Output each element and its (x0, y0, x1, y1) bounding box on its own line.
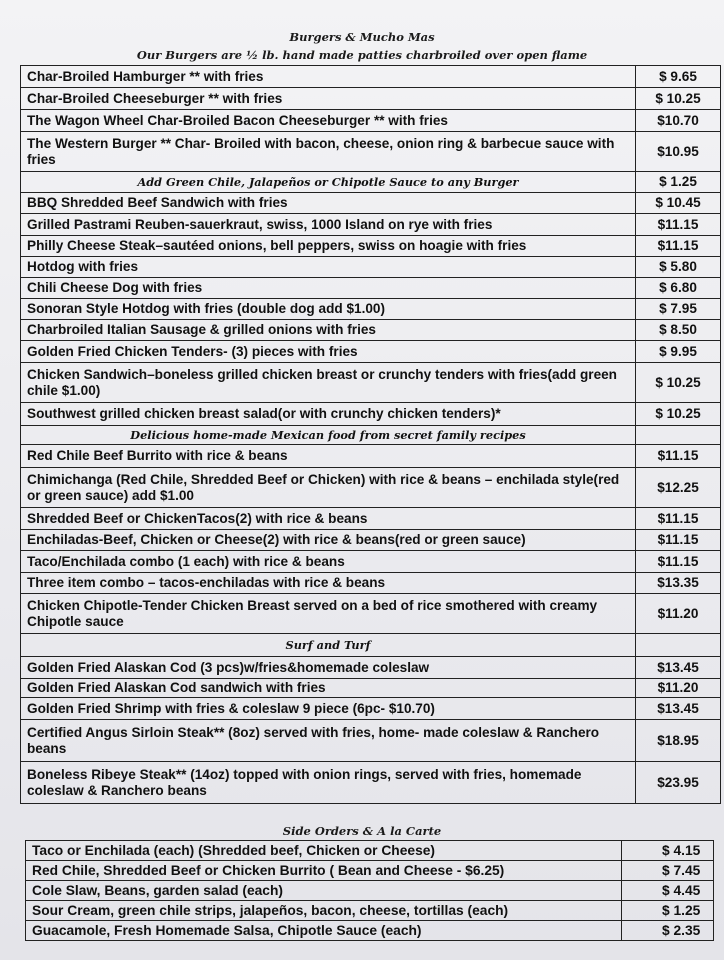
item-price: $11.15 (636, 530, 721, 551)
item-price: $11.15 (636, 236, 721, 257)
item-name: Guacamole, Fresh Homemade Salsa, Chipotle Sauce (each) (26, 921, 622, 941)
item-price: $11.15 (636, 445, 721, 468)
item-price: $ 9.95 (636, 341, 721, 363)
item-name: Golden Fried Alaskan Cod (3 pcs)w/fries&homemade coleslaw (21, 657, 636, 679)
item-name: Three item combo – tacos-enchiladas with rice & beans (21, 573, 636, 594)
menu-row (21, 698, 721, 720)
item-price: $ 5.80 (636, 257, 721, 278)
item-price: $13.45 (636, 698, 721, 720)
item-price: $ 10.45 (636, 193, 721, 214)
addon-label: Add Green Chile, Jalapeños or Chipotle Sauce to any Burger (21, 172, 636, 193)
item-price: $12.25 (636, 468, 721, 508)
item-price: $ 7.45 (622, 861, 714, 881)
menu-row (21, 193, 721, 214)
main-menu-table (20, 65, 721, 804)
item-name: Red Chile Beef Burrito with rice & beans (21, 445, 636, 468)
menu-row (21, 132, 721, 172)
menu-row (21, 445, 721, 468)
item-price: $ 6.80 (636, 278, 721, 299)
item-price: $10.95 (636, 132, 721, 172)
menu-row (21, 468, 721, 508)
item-name: Charbroiled Italian Sausage & grilled onions with fries (21, 320, 636, 341)
menu-row (21, 110, 721, 132)
item-name: Chicken Chipotle-Tender Chicken Breast served on a bed of rice smothered with creamy Chipotle sauce (21, 594, 636, 634)
menu-row (21, 551, 721, 573)
side-row (26, 921, 714, 941)
item-name: Certified Angus Sirloin Steak** (8oz) served with fries, home- made coleslaw & Ranchero beans (21, 720, 636, 762)
menu-row (21, 573, 721, 594)
addon-row (21, 172, 721, 193)
section-heading-mexican: Delicious home-made Mexican food from secret family recipes (21, 426, 636, 445)
section-heading-row (21, 634, 721, 657)
side-row (26, 901, 714, 921)
item-price: $18.95 (636, 720, 721, 762)
item-price: $ 2.35 (622, 921, 714, 941)
item-price: $ 10.25 (636, 403, 721, 426)
item-name: Golden Fried Alaskan Cod sandwich with fries (21, 679, 636, 698)
menu-row (21, 363, 721, 403)
item-name: Chimichanga (Red Chile, Shredded Beef or Chicken) with rice & beans – enchilada style(red or green sauce) add $1.00 (21, 468, 636, 508)
menu-row (21, 594, 721, 634)
item-price: $11.20 (636, 679, 721, 698)
sides-table (25, 840, 714, 941)
item-name: BBQ Shredded Beef Sandwich with fries (21, 193, 636, 214)
menu-row (21, 530, 721, 551)
section-heading-row (21, 426, 721, 445)
menu-row (21, 278, 721, 299)
item-name: Taco/Enchilada combo (1 each) with rice & beans (21, 551, 636, 573)
item-price: $ 7.95 (636, 299, 721, 320)
item-price: $ 10.25 (636, 88, 721, 110)
item-price: $ 9.65 (636, 66, 721, 88)
item-price: $11.15 (636, 508, 721, 530)
item-name: Red Chile, Shredded Beef or Chicken Burrito ( Bean and Cheese - $6.25) (26, 861, 622, 881)
item-name: Chili Cheese Dog with fries (21, 278, 636, 299)
menu-row (21, 657, 721, 679)
item-name: Boneless Ribeye Steak** (14oz) topped with onion rings, served with fries, homemade coleslaw & Ranchero beans (21, 762, 636, 804)
item-name: Enchiladas-Beef, Chicken or Cheese(2) with rice & beans(red or green sauce) (21, 530, 636, 551)
item-name: Golden Fried Shrimp with fries & coleslaw 9 piece (6pc- $10.70) (21, 698, 636, 720)
addon-price: $ 1.25 (636, 172, 721, 193)
menu-row (21, 762, 721, 804)
item-price: $ 4.15 (622, 841, 714, 861)
side-row (26, 841, 714, 861)
item-name: Shredded Beef or ChickenTacos(2) with rice & beans (21, 508, 636, 530)
side-row (26, 861, 714, 881)
item-name: Hotdog with fries (21, 257, 636, 278)
item-price: $ 8.50 (636, 320, 721, 341)
item-price: $11.20 (636, 594, 721, 634)
section-heading-sides: Side Orders & A la Carte (282, 824, 442, 838)
item-name: Sour Cream, green chile strips, jalapeños, bacon, cheese, tortillas (each) (26, 901, 622, 921)
menu-row (21, 66, 721, 88)
menu-row (21, 88, 721, 110)
item-name: Taco or Enchilada (each) (Shredded beef, Chicken or Cheese) (26, 841, 622, 861)
item-name: The Western Burger ** Char- Broiled with bacon, cheese, onion ring & barbecue sauce with fries (21, 132, 636, 172)
item-name: Char-Broiled Cheeseburger ** with fries (21, 88, 636, 110)
item-price: $10.70 (636, 110, 721, 132)
menu-subtitle: Our Burgers are ½ lb. hand made patties charbroiled over open flame (136, 48, 588, 62)
menu-row (21, 320, 721, 341)
menu-title: Burgers & Mucho Mas (289, 30, 435, 44)
menu-row (21, 214, 721, 236)
menu-row (21, 299, 721, 320)
item-price: $13.35 (636, 573, 721, 594)
item-price: $11.15 (636, 214, 721, 236)
item-price: $13.45 (636, 657, 721, 679)
item-price: $11.15 (636, 551, 721, 573)
item-price: $ 4.45 (622, 881, 714, 901)
item-name: Golden Fried Chicken Tenders- (3) pieces with fries (21, 341, 636, 363)
item-price: $23.95 (636, 762, 721, 804)
item-name: The Wagon Wheel Char-Broiled Bacon Cheeseburger ** with fries (21, 110, 636, 132)
item-name: Chicken Sandwich–boneless grilled chicken breast or crunchy tenders with fries(add green chile $1.00) (21, 363, 636, 403)
menu-row (21, 508, 721, 530)
item-name: Southwest grilled chicken breast salad(or with crunchy chicken tenders)* (21, 403, 636, 426)
menu-row (21, 403, 721, 426)
item-name: Sonoran Style Hotdog with fries (double dog add $1.00) (21, 299, 636, 320)
menu-row (21, 236, 721, 257)
item-price: $ 10.25 (636, 363, 721, 403)
section-heading-surf-turf: Surf and Turf (21, 634, 636, 657)
menu-row (21, 720, 721, 762)
item-name: Grilled Pastrami Reuben-sauerkraut, swiss, 1000 Island on rye with fries (21, 214, 636, 236)
menu-row (21, 679, 721, 698)
item-price: $ 1.25 (622, 901, 714, 921)
menu-row (21, 341, 721, 363)
menu-row (21, 257, 721, 278)
item-name: Cole Slaw, Beans, garden salad (each) (26, 881, 622, 901)
item-name: Char-Broiled Hamburger ** with fries (21, 66, 636, 88)
side-row (26, 881, 714, 901)
item-name: Philly Cheese Steak–sautéed onions, bell peppers, swiss on hoagie with fries (21, 236, 636, 257)
